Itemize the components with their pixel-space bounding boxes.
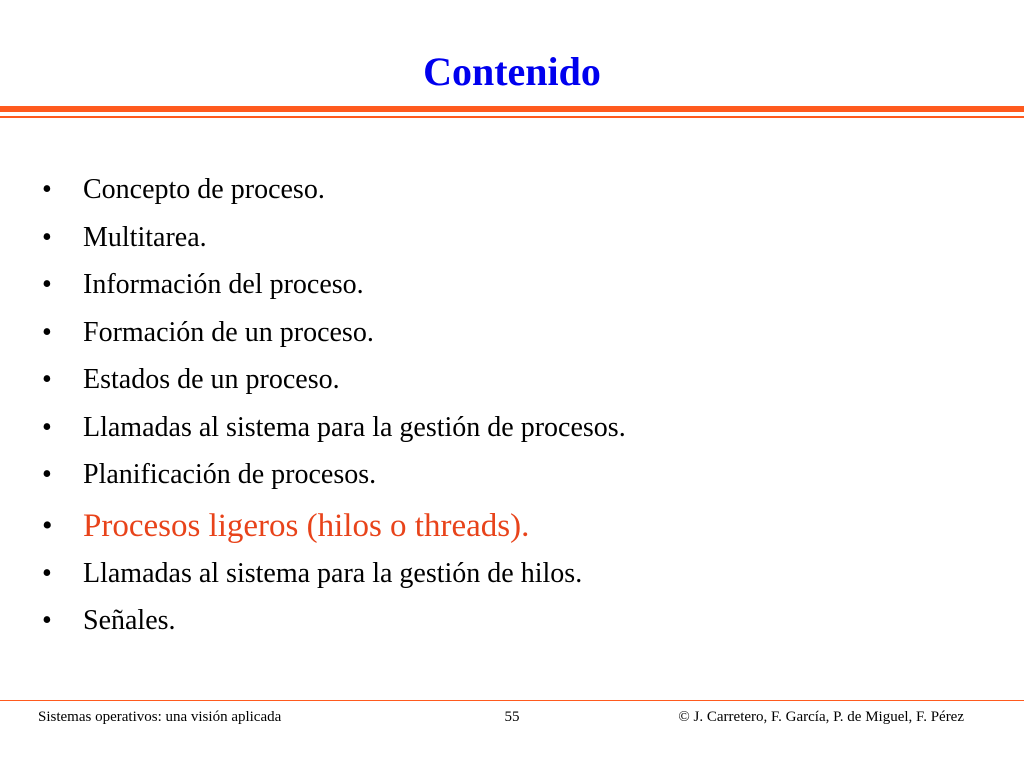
bullet-icon: • [42,508,53,542]
bullet-text: Formación de un proceso. [83,316,374,348]
bullet-text: Información del proceso. [83,269,364,300]
bullet-item [40,453,1000,501]
bullet-text: Estados de un proceso. [83,364,340,395]
bullet-icon: • [42,605,52,636]
bullet-text: Concepto de proceso. [83,174,325,205]
bullet-item [40,216,1000,264]
bullet-text: Planificación de procesos. [83,459,377,490]
bullet-text: Llamadas al sistema para la gestión de hilos. [83,557,583,589]
footer-page-number: 55 [504,709,520,725]
bullet-icon: • [42,221,52,253]
footer-divider [0,700,1024,701]
bullet-text: Multitarea. [83,221,207,253]
bullet-text: Señales. [83,605,176,636]
bullet-item [40,406,1000,454]
footer-copyright: © J. Carretero, F. García, P. de Miguel, F. Pérez [678,709,964,725]
bullet-icon: • [42,316,52,348]
footer [0,706,1024,728]
bullet-icon: • [42,459,52,490]
footer-book-title: Sistemas operativos: una visión aplicada [38,709,282,725]
bullet-item [40,599,1000,647]
bullet-icon: • [42,269,52,300]
title-divider-thick [0,106,1024,112]
bullet-icon: • [42,411,52,443]
bullet-item [40,552,1000,600]
bullet-text: Procesos ligeros (hilos o threads). [83,507,530,544]
bullet-text: Llamadas al sistema para la gestión de procesos. [83,411,626,443]
title-divider-thin [0,116,1024,118]
bullet-icon: • [42,174,52,205]
bullet-item-highlighted [40,501,1000,552]
bullet-item [40,263,1000,311]
bullet-item [40,168,1000,216]
bullet-item [40,358,1000,406]
bullet-icon: • [42,364,52,395]
bullet-item [40,311,1000,359]
bullet-list [40,168,1000,647]
bullet-icon: • [42,557,52,589]
slide-title: Contenido [423,49,601,94]
